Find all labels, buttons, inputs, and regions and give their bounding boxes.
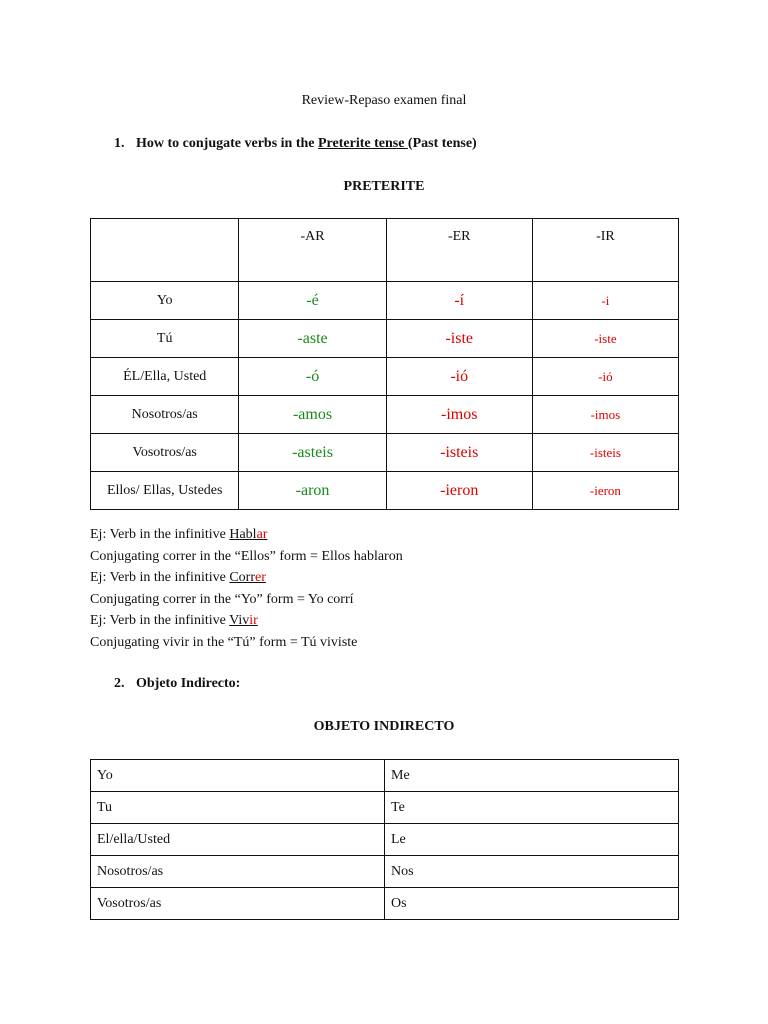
preterite-table-title: PRETERITE xyxy=(343,179,425,194)
verb-stem: Viv xyxy=(229,613,250,629)
pronoun-cell: Tú xyxy=(91,320,239,358)
section-2-heading xyxy=(114,676,240,692)
oi-pronoun-cell: Os xyxy=(385,888,679,920)
ir-ending-cell: -i xyxy=(532,282,678,320)
preterite-row-tu xyxy=(91,320,679,358)
verb-infinitive xyxy=(229,570,266,585)
example-line: Conjugating correr in the “Yo” form = Yo corrí xyxy=(90,591,354,607)
section-1-heading xyxy=(114,136,477,152)
header-cell-ir: -IR xyxy=(532,219,678,282)
verb-infinitive xyxy=(229,527,267,542)
verb-stem: Habl xyxy=(229,527,257,542)
er-ending-cell: -í xyxy=(386,282,532,320)
ir-ending-cell: -ió xyxy=(532,358,678,396)
document-title: Review-Repaso examen final xyxy=(301,93,467,108)
er-ending-cell: -iste xyxy=(386,320,532,358)
oi-subject-cell: Nosotros/as xyxy=(91,856,385,888)
oi-row xyxy=(91,792,679,824)
example-text: Ej: Verb in the infinitive xyxy=(90,613,230,629)
oi-row xyxy=(91,888,679,920)
ar-ending-cell: -aron xyxy=(239,472,386,510)
section-1-suffix: (Past tense) xyxy=(407,136,477,151)
oi-pronoun-cell: Me xyxy=(385,760,679,792)
pronoun-cell: Yo xyxy=(91,282,239,320)
oi-row xyxy=(91,760,679,792)
ar-ending-cell: -ó xyxy=(239,358,386,396)
example-line xyxy=(90,567,403,589)
objeto-indirecto-table xyxy=(90,759,679,920)
ar-ending-cell: -asteis xyxy=(239,434,386,472)
section-1-prefix: How to conjugate verbs in the xyxy=(136,136,318,151)
header-cell-ar: -AR xyxy=(239,219,386,282)
oi-subject-cell: Yo xyxy=(91,760,385,792)
oi-pronoun-cell: Nos xyxy=(385,856,679,888)
verb-ending: ar xyxy=(256,527,268,542)
oi-subject-cell: Tu xyxy=(91,792,385,824)
ir-ending-cell: -ieron xyxy=(532,472,678,510)
preterite-row-ellos xyxy=(91,472,679,510)
examples-block xyxy=(90,524,403,654)
oi-pronoun-cell: Te xyxy=(385,792,679,824)
oi-pronoun-cell: Le xyxy=(385,824,679,856)
ar-ending-cell: -amos xyxy=(239,396,386,434)
example-text: Ej: Verb in the infinitive xyxy=(90,527,230,542)
oi-row xyxy=(91,824,679,856)
preterite-header-row xyxy=(91,219,679,282)
verb-ending: ir xyxy=(249,613,258,629)
pronoun-cell: Vosotros/as xyxy=(91,434,239,472)
er-ending-cell: -isteis xyxy=(386,434,532,472)
er-ending-cell: -ieron xyxy=(386,472,532,510)
oi-subject-cell: El/ella/Usted xyxy=(91,824,385,856)
verb-stem: Corr xyxy=(229,570,256,586)
header-cell-er: -ER xyxy=(386,219,532,282)
ar-ending-cell: -aste xyxy=(239,320,386,358)
oi-subject-cell: Vosotros/as xyxy=(91,888,385,920)
preterite-row-el xyxy=(91,358,679,396)
ir-ending-cell: -imos xyxy=(532,396,678,434)
preterite-row-yo xyxy=(91,282,679,320)
example-line xyxy=(90,610,403,632)
example-line: Conjugating correr in the “Ellos” form = Ellos hablaron xyxy=(90,548,403,564)
preterite-row-nosotros xyxy=(91,396,679,434)
header-cell-empty xyxy=(91,219,239,282)
example-line: Conjugating vivir in the “Tú” form = Tú viviste xyxy=(90,634,358,650)
pronoun-cell: Nosotros/as xyxy=(91,396,239,434)
objeto-indirecto-table-title: OBJETO INDIRECTO xyxy=(313,719,455,734)
section-2-label: Objeto Indirecto: xyxy=(136,676,241,691)
ir-ending-cell: -iste xyxy=(532,320,678,358)
preterite-table xyxy=(90,218,679,510)
verb-infinitive xyxy=(229,613,258,628)
section-1-underlined: Preterite tense xyxy=(318,136,408,151)
verb-ending: er xyxy=(255,570,266,586)
ar-ending-cell: -é xyxy=(239,282,386,320)
section-2-number: 2. xyxy=(114,676,125,691)
preterite-row-vosotros xyxy=(91,434,679,472)
example-text: Ej: Verb in the infinitive xyxy=(90,570,230,586)
section-1-number: 1. xyxy=(114,136,125,151)
er-ending-cell: -ió xyxy=(386,358,532,396)
example-line xyxy=(90,524,403,546)
pronoun-cell: Ellos/ Ellas, Ustedes xyxy=(91,472,239,510)
pronoun-cell: ÉL/Ella, Usted xyxy=(91,358,239,396)
ir-ending-cell: -isteis xyxy=(532,434,678,472)
oi-row xyxy=(91,856,679,888)
er-ending-cell: -imos xyxy=(386,396,532,434)
